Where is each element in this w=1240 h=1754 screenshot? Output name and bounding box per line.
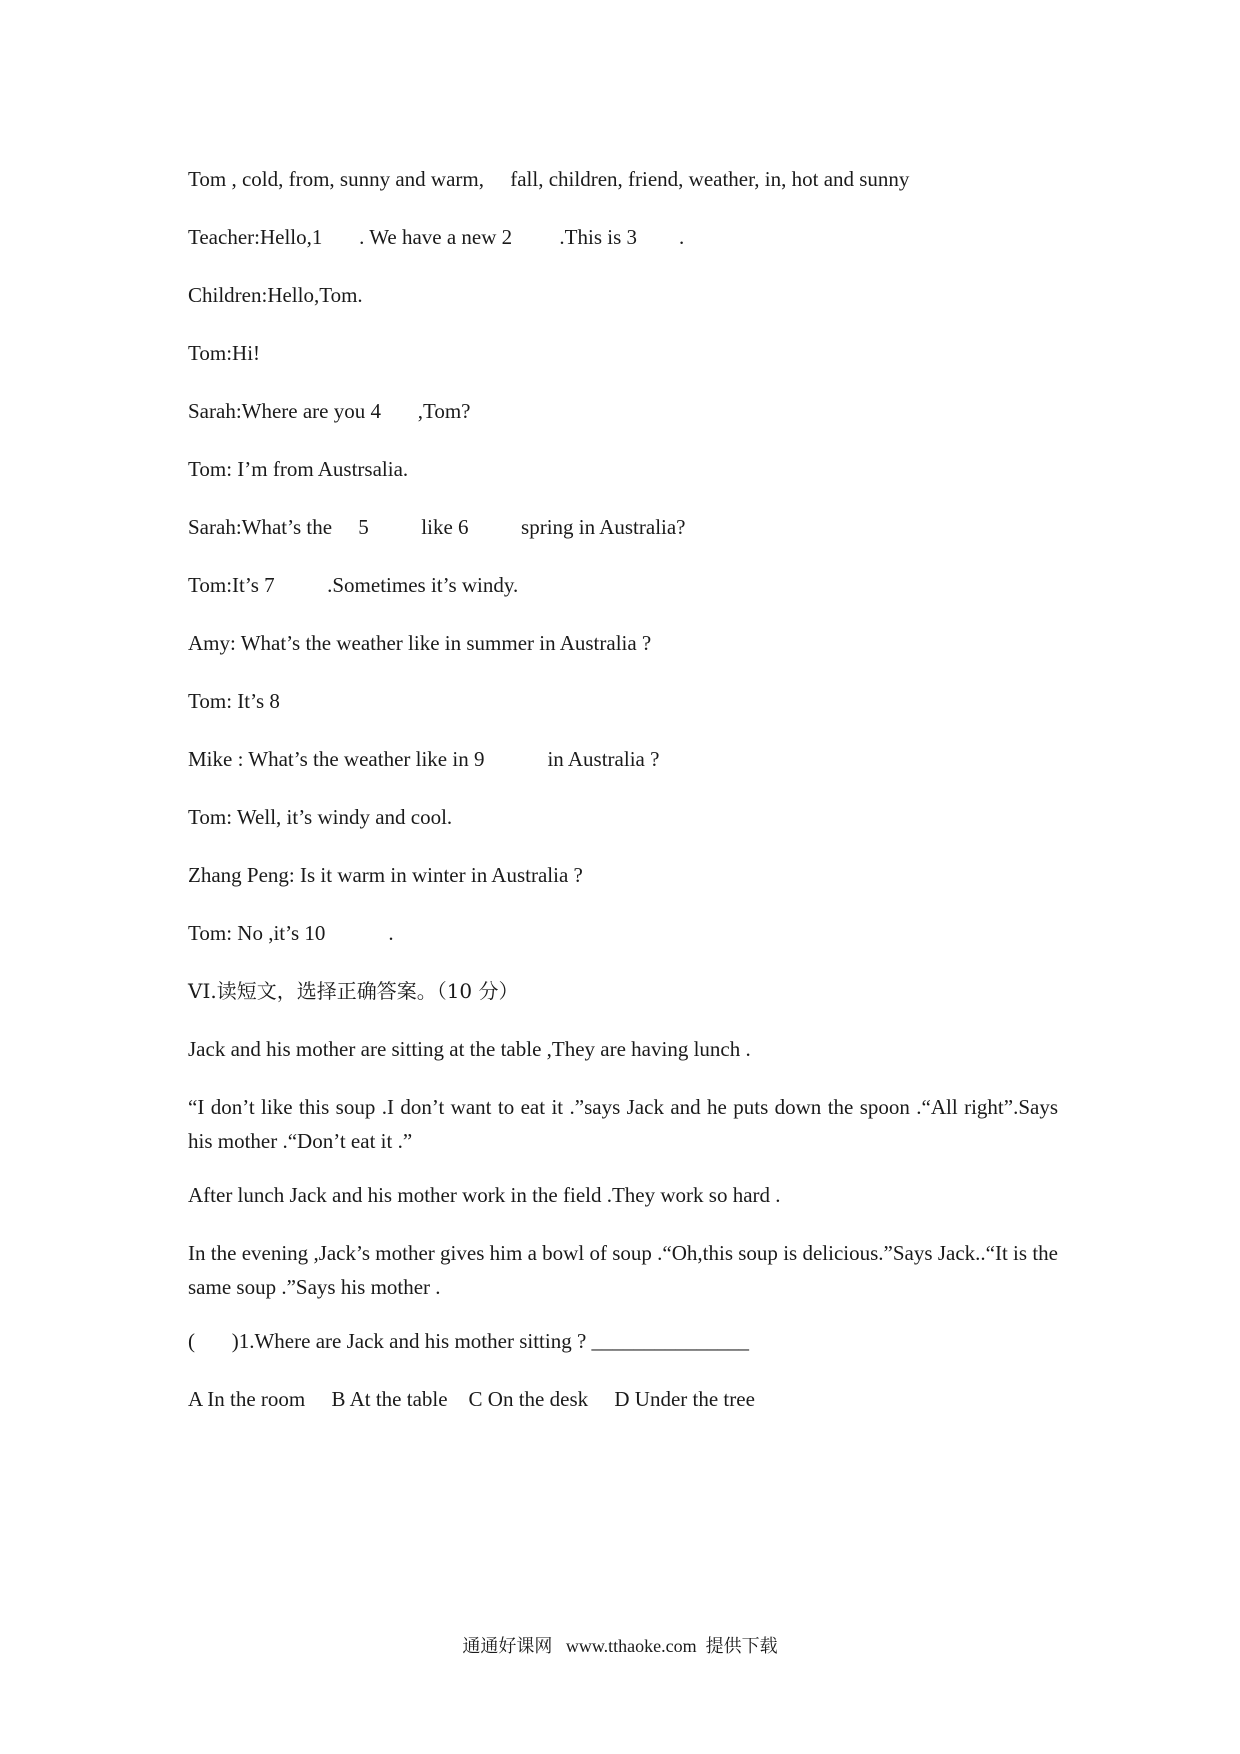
question-1-options: A In the room B At the table C On the desk D Under the tree	[188, 1387, 755, 1411]
word-bank: Tom , cold, from, sunny and warm, fall, children, friend, weather, in, hot and sunny	[188, 167, 910, 191]
dialogue-line: Tom: Well, it’s windy and cool.	[188, 805, 453, 829]
passage-paragraph: After lunch Jack and his mother work in the field .They work so hard .	[188, 1183, 781, 1207]
dialogue-line: Tom:Hi!	[188, 341, 261, 365]
page-footer: 通通好课网 www.tthaoke.com 提供下载	[462, 1636, 778, 1656]
dialogue-line: Zhang Peng: Is it warm in winter in Australia ?	[188, 863, 583, 887]
passage-paragraph: Jack and his mother are sitting at the table ,They are having lunch .	[188, 1037, 751, 1061]
dialogue-line: Teacher:Hello,1 . We have a new 2 .This is 3 .	[188, 225, 685, 249]
passage-paragraph: In the evening ,Jack’s mother gives him a bowl of soup .“Oh,this soup is delicious.”Says Jack..“It is the same soup .”Says his mother .	[188, 1241, 1058, 1299]
dialogue-line: Tom: It’s 8	[188, 689, 280, 713]
dialogue-line: Children:Hello,Tom.	[188, 283, 363, 307]
dialogue-line: Tom: I’m from Austrsalia.	[188, 457, 409, 481]
dialogue-line: Sarah:Where are you 4 ,Tom?	[188, 399, 471, 423]
dialogue-line: Sarah:What’s the 5 like 6 spring in Australia?	[188, 515, 686, 539]
dialogue-line: Tom: No ,it’s 10 .	[188, 921, 394, 945]
dialogue-line: Tom:It’s 7 .Sometimes it’s windy.	[188, 573, 519, 597]
section-title: VI.读短文，选择正确答案。（10 分）	[188, 979, 519, 1003]
passage-paragraph: “I don’t like this soup .I don’t want to eat it .”says Jack and he puts down the spoon .“All right”.Says his mother .“Don’t eat it .”	[188, 1095, 1058, 1153]
question-1: ( )1.Where are Jack and his mother sitting ? _______________	[188, 1329, 750, 1353]
dialogue-line: Mike : What’s the weather like in 9 in Australia ?	[188, 747, 660, 771]
dialogue-line: Amy: What’s the weather like in summer in Australia ?	[188, 631, 652, 655]
